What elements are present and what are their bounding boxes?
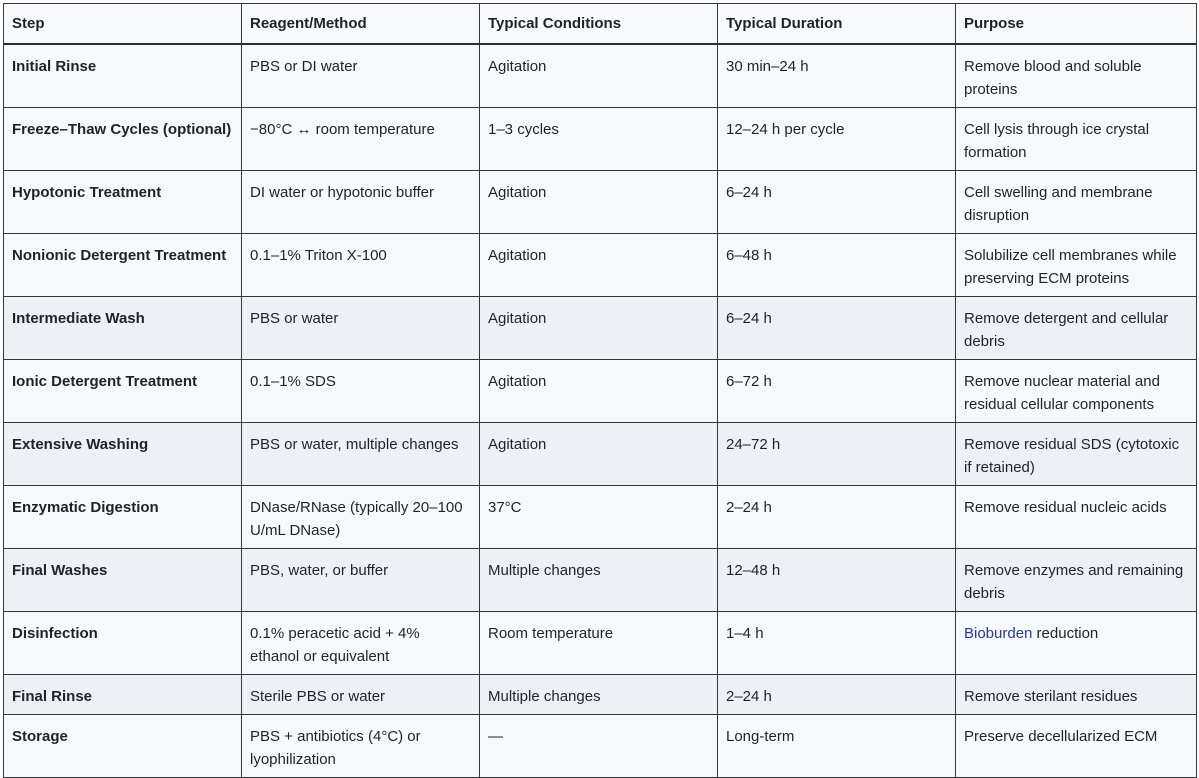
reagent-cell: PBS or DI water bbox=[242, 44, 480, 108]
conditions-cell: Multiple changes bbox=[480, 675, 718, 715]
reagent-cell: DNase/RNase (typically 20–100 U/mL DNase) bbox=[242, 486, 480, 549]
bioburden-link[interactable]: Bioburden bbox=[964, 625, 1033, 642]
purpose-cell: Preserve decellularized ECM bbox=[956, 715, 1197, 778]
conditions-cell: Agitation bbox=[480, 44, 718, 108]
step-cell: Freeze–Thaw Cycles (optional) bbox=[4, 108, 242, 171]
column-header-conditions: Typical Conditions bbox=[480, 4, 718, 45]
reagent-cell: 0.1% peracetic acid + 4% ethanol or equivalent bbox=[242, 612, 480, 675]
table-header bbox=[4, 4, 1197, 45]
step-cell: Enzymatic Digestion bbox=[4, 486, 242, 549]
step-cell: Hypotonic Treatment bbox=[4, 171, 242, 234]
duration-cell: Long-term bbox=[718, 715, 956, 778]
purpose-cell: Cell swelling and membrane disruption bbox=[956, 171, 1197, 234]
column-header-duration: Typical Duration bbox=[718, 4, 956, 45]
table-row bbox=[4, 486, 1197, 549]
step-cell: Initial Rinse bbox=[4, 44, 242, 108]
step-cell: Storage bbox=[4, 715, 242, 778]
purpose-cell: Remove enzymes and remaining debris bbox=[956, 549, 1197, 612]
reagent-cell: −80°C ↔ room temperature bbox=[242, 108, 480, 171]
conditions-cell: 1–3 cycles bbox=[480, 108, 718, 171]
duration-cell: 30 min–24 h bbox=[718, 44, 956, 108]
duration-cell: 1–4 h bbox=[718, 612, 956, 675]
table-body bbox=[4, 44, 1197, 778]
reagent-cell: Sterile PBS or water bbox=[242, 675, 480, 715]
purpose-cell: Cell lysis through ice crystal formation bbox=[956, 108, 1197, 171]
conditions-cell: — bbox=[480, 715, 718, 778]
duration-cell: 2–24 h bbox=[718, 675, 956, 715]
duration-cell: 6–24 h bbox=[718, 171, 956, 234]
duration-cell: 6–48 h bbox=[718, 234, 956, 297]
step-cell: Extensive Washing bbox=[4, 423, 242, 486]
purpose-cell: Remove detergent and cellular debris bbox=[956, 297, 1197, 360]
purpose-cell: Solubilize cell membranes while preserving ECM proteins bbox=[956, 234, 1197, 297]
duration-cell: 12–48 h bbox=[718, 549, 956, 612]
conditions-cell: Agitation bbox=[480, 297, 718, 360]
step-cell: Intermediate Wash bbox=[4, 297, 242, 360]
step-cell: Final Washes bbox=[4, 549, 242, 612]
purpose-cell: Remove nuclear material and residual cellular components bbox=[956, 360, 1197, 423]
reagent-cell: PBS or water bbox=[242, 297, 480, 360]
reagent-cell: DI water or hypotonic buffer bbox=[242, 171, 480, 234]
duration-cell: 6–24 h bbox=[718, 297, 956, 360]
table-row bbox=[4, 360, 1197, 423]
purpose-text: reduction bbox=[1032, 625, 1099, 642]
step-cell: Disinfection bbox=[4, 612, 242, 675]
purpose-cell: Remove residual SDS (cytotoxic if retained) bbox=[956, 423, 1197, 486]
table-row bbox=[4, 171, 1197, 234]
column-header-purpose: Purpose bbox=[956, 4, 1197, 45]
table-row bbox=[4, 108, 1197, 171]
table-row bbox=[4, 675, 1197, 715]
purpose-cell: Remove blood and soluble proteins bbox=[956, 44, 1197, 108]
duration-cell: 2–24 h bbox=[718, 486, 956, 549]
purpose-cell: Remove residual nucleic acids bbox=[956, 486, 1197, 549]
step-cell: Final Rinse bbox=[4, 675, 242, 715]
duration-cell: 12–24 h per cycle bbox=[718, 108, 956, 171]
table-row bbox=[4, 44, 1197, 108]
table-row bbox=[4, 715, 1197, 778]
decellularization-protocol-table bbox=[3, 3, 1197, 778]
duration-cell: 6–72 h bbox=[718, 360, 956, 423]
conditions-cell: Agitation bbox=[480, 360, 718, 423]
reagent-cell: 0.1–1% Triton X-100 bbox=[242, 234, 480, 297]
step-cell: Nonionic Detergent Treatment bbox=[4, 234, 242, 297]
conditions-cell: 37°C bbox=[480, 486, 718, 549]
reagent-cell: PBS or water, multiple changes bbox=[242, 423, 480, 486]
conditions-cell: Agitation bbox=[480, 171, 718, 234]
duration-cell: 24–72 h bbox=[718, 423, 956, 486]
purpose-cell: Remove sterilant residues bbox=[956, 675, 1197, 715]
table-row bbox=[4, 549, 1197, 612]
conditions-cell: Room temperature bbox=[480, 612, 718, 675]
column-header-step: Step bbox=[4, 4, 242, 45]
reagent-cell: 0.1–1% SDS bbox=[242, 360, 480, 423]
reagent-cell: PBS, water, or buffer bbox=[242, 549, 480, 612]
table-row bbox=[4, 297, 1197, 360]
conditions-cell: Agitation bbox=[480, 423, 718, 486]
step-cell: Ionic Detergent Treatment bbox=[4, 360, 242, 423]
table-row bbox=[4, 612, 1197, 675]
column-header-reagent: Reagent/Method bbox=[242, 4, 480, 45]
purpose-cell bbox=[956, 612, 1197, 675]
conditions-cell: Agitation bbox=[480, 234, 718, 297]
conditions-cell: Multiple changes bbox=[480, 549, 718, 612]
reagent-cell: PBS + antibiotics (4°C) or lyophilization bbox=[242, 715, 480, 778]
table-row bbox=[4, 423, 1197, 486]
header-row bbox=[4, 4, 1197, 45]
protocol-table-container bbox=[3, 3, 1196, 778]
table-row bbox=[4, 234, 1197, 297]
